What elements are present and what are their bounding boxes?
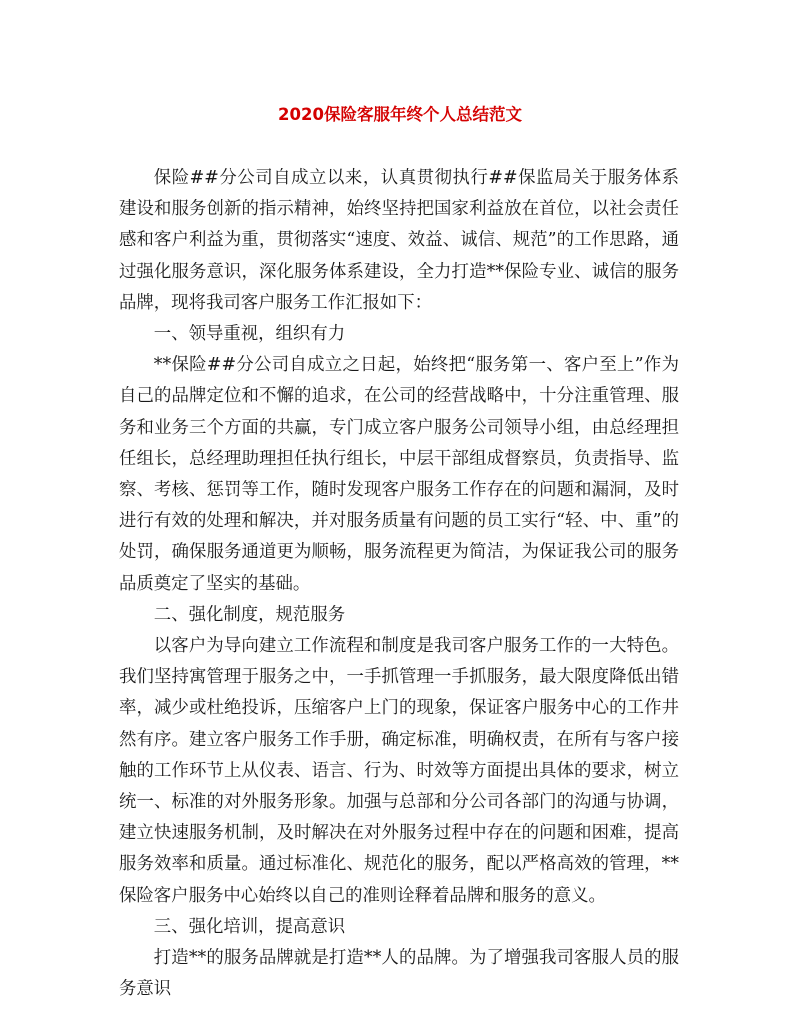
paragraph-training: 打造**的服务品牌就是打造**人的品牌。为了增强我司客服人员的服务意识 xyxy=(119,948,679,1000)
section-heading-system: 二、强化制度，规范服务 xyxy=(153,604,346,625)
paragraph-system: 以客户为导向建立工作流程和制度是我司客户服务工作的一大特色。我们坚持寓管理于服务之中，一手抓管理一手抓服务，最大限度降低出错率，减少或杜绝投诉，压缩客户上门的现象，保证客户服务中心的工作井然有序。建立客户服务工作手册，确定标准，明确权责，在所有与客户接触的工作环节上从仪表、语言、行为、时效等方面提出具体的要求，树立统一、标准的对外服务形象。加强与总部和分公司各部门的沟通与协调，建立快速服务机制，及时解决在对外服务过程中存在的问题和困难，提高服务效率和质量。通过标准化、规范化的服务，配以严格高效的管理，**保险客户服务中心始终以自己的准则诠释着品牌和服务的意义。 xyxy=(119,636,679,906)
document-title: 2020保险客服年终个人总结范文 xyxy=(278,105,522,124)
section-heading-leadership: 一、领导重视，组织有力 xyxy=(153,324,346,345)
paragraph-intro: 保险##分公司自成立以来，认真贯彻执行##保监局关于服务体系建设和服务创新的指示精神，始终坚持把国家利益放在首位，以社会责任感和客户利益为重，贯彻落实“速度、效益、诚信、规范”的工作思路，通过强化服务意识，深化服务体系建设，全力打造**保险专业、诚信的服务品牌，现将我司客户服务工作汇报如下： xyxy=(119,168,679,313)
document-body xyxy=(119,163,679,1005)
paragraph-leadership: **保险##分公司自成立之日起，始终把“服务第一、客户至上”作为自己的品牌定位和不懈的追求，在公司的经营战略中，十分注重管理、服务和业务三个方面的共赢，专门成立客户服务公司领导小组，由总经理担任组长，总经理助理担任执行组长，中层干部组成督察员，负责指导、监察、考核、惩罚等工作，随时发现客户服务工作存在的问题和漏洞，及时进行有效的处理和解决，并对服务质量有问题的员工实行“轻、中、重”的处罚，确保服务通道更为顺畅，服务流程更为简洁，为保证我公司的服务品质奠定了坚实的基础。 xyxy=(119,355,679,594)
section-heading-training: 三、强化培训，提高意识 xyxy=(153,916,346,937)
